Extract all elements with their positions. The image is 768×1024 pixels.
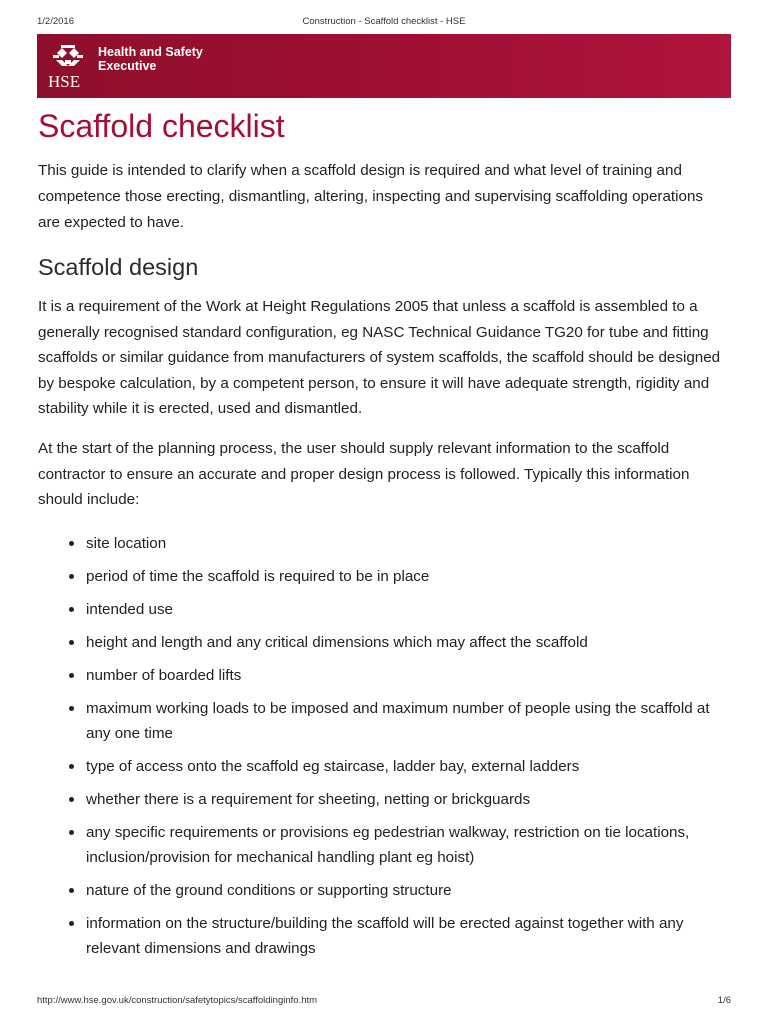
section-heading-scaffold-design: Scaffold design [38,254,199,280]
logo-text: HSE [48,72,81,90]
list-item: any specific requirements or provisions eg pedestrian walkway, restriction on tie locations, inclusion/provision for mechanical handling plant eg hoist) [86,820,728,870]
list-item: type of access onto the scaffold eg staircase, ladder bay, external ladders [86,754,728,779]
list-item: number of boarded lifts [86,663,728,688]
main-content [38,106,728,969]
print-document-title: Construction - Scaffold checklist - HSE [302,16,466,27]
page-url: http://www.hse.gov.uk/construction/safetytopics/scaffoldinginfo.htm [37,995,318,1006]
body-paragraph: It is a requirement of the Work at Height Regulations 2005 that unless a scaffold is assembled to a generally recognised standard configuration, eg NASC Technical Guidance TG20 for tube and fitting scaffolds or similar guidance from manufacturers of system scaffolds, the scaffold should be designed by bespoke calculation, by a competent person, to ensure it will have adequate strength, rigidity and stability while it is erected, used and dismantled. [38,298,721,418]
print-date: 1/2/2016 [37,16,74,27]
list-item: height and length and any critical dimensions which may affect the scaffold [86,630,728,655]
body-paragraph: At the start of the planning process, the user should supply relevant information to the scaffold contractor to ensure an accurate and proper design process is followed. Typically this information should include: [38,439,690,509]
list-item: maximum working loads to be imposed and maximum number of people using the scaffold at any one time [86,696,728,746]
list-item: whether there is a requirement for sheeting, netting or brickguards [86,787,728,812]
page-number: 1/6 [717,995,731,1006]
required-information-list [38,531,728,961]
list-item: period of time the scaffold is required to be in place [86,564,728,589]
list-item: intended use [86,597,728,622]
hse-logo[interactable] [48,42,90,90]
list-item: nature of the ground conditions or supporting structure [86,878,728,903]
organisation-name: Health and Safety Executive [98,45,203,73]
site-banner [37,34,731,98]
list-item: information on the structure/building the scaffold will be erected against together with any relevant dimensions and drawings [86,911,728,961]
print-header [37,16,731,30]
crown-emblem-icon [48,42,90,90]
print-footer [37,995,731,1009]
page-title: Scaffold checklist [38,108,285,144]
intro-paragraph: This guide is intended to clarify when a scaffold design is required and what level of training and competence those erecting, dismantling, altering, inspecting and supervising scaffolding operations are expected to have. [38,162,703,231]
list-item: site location [86,531,728,556]
